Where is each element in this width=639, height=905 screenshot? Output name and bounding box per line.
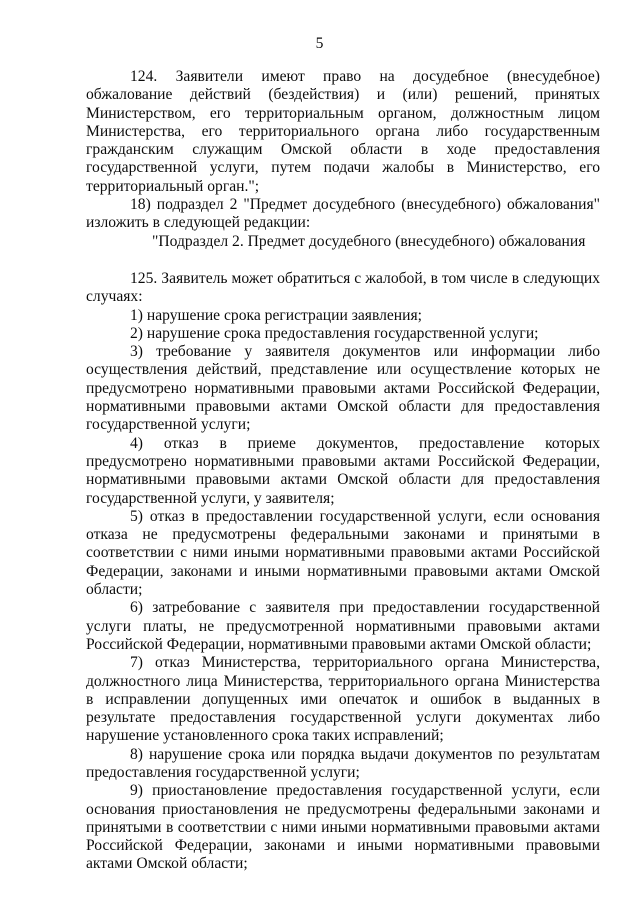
list-item-4: 4) отказ в приеме документов, предоставление которых предусмотрено нормативными правовыми актами Российской Федерации, нормативными правовыми актами Омской области для предоставления государственной услуги, у заявителя; (86, 434, 600, 507)
spacer (86, 251, 600, 270)
list-item-9: 9) приостановление предоставления государственной услуги, если основания приостановления не предусмотрены федеральными законами и принятыми в соответствии с ними иными нормативными правовыми актами Российской Федерации, законами и иными нормативными правовыми актами Омской области; (86, 782, 600, 873)
paragraph-125: 125. Заявитель может обратиться с жалобой, в том числе в следующих случаях: (86, 269, 600, 306)
list-item-3: 3) требование у заявителя документов или информации либо осуществления действий, представление или осуществление которых не предусмотрено нормативными правовыми актами Российской Федерации, нормативными правовыми актами Омской области для предоставления государственной услуги; (86, 343, 600, 434)
list-item-5: 5) отказ в предоставлении государственной услуги, если основания отказа не предусмотрены федеральными законами и принятыми в соответствии с ними иными нормативными правовыми актами Российской Федерации, законами и иными нормативными правовыми актами Омской области; (86, 507, 600, 599)
paragraph-item-18: 18) подраздел 2 "Предмет досудебного (внесудебного) обжалования" изложить в следующей редакции: (86, 196, 600, 232)
paragraph-124: 124. Заявители имеют право на досудебное (внесудебное) обжалование действий (бездействия) и (или) решений, принятых Министерством, его территориальным органом, должностным лицом Министерства, его территориального органа либо государственным гражданским служащим Омской области в ходе предоставления государственной услуги, путем подачи жалобы в Министерство, его территориальный орган."; (86, 68, 600, 195)
list-item-2: 2) нарушение срока предоставления государственной услуги; (130, 324, 539, 342)
list-item-1: 1) нарушение срока регистрации заявления; (130, 306, 423, 324)
list-item-6: 6) затребование с заявителя при предоставлении государственной услуги платы, не предусмотренной нормативными правовыми актами Российской Федерации, нормативными правовыми актами Омской области; (86, 599, 600, 653)
list-item-8: 8) нарушение срока или порядка выдачи документов по результатам предоставления государственной услуги; (86, 745, 600, 781)
subsection-heading: "Подраздел 2. Предмет досудебного (внесудебного) обжалования (152, 232, 586, 250)
document-body (86, 68, 600, 874)
page-number: 5 (315, 35, 324, 52)
list-item-7: 7) отказ Министерства, территориального органа Министерства, должностного лица Министерства, территориального органа Министерства в исправлении допущенных ими опечаток и ошибок в выданных в результате предоставления государственной услуги документах либо нарушение установленного срока таких исправлений; (86, 654, 600, 745)
